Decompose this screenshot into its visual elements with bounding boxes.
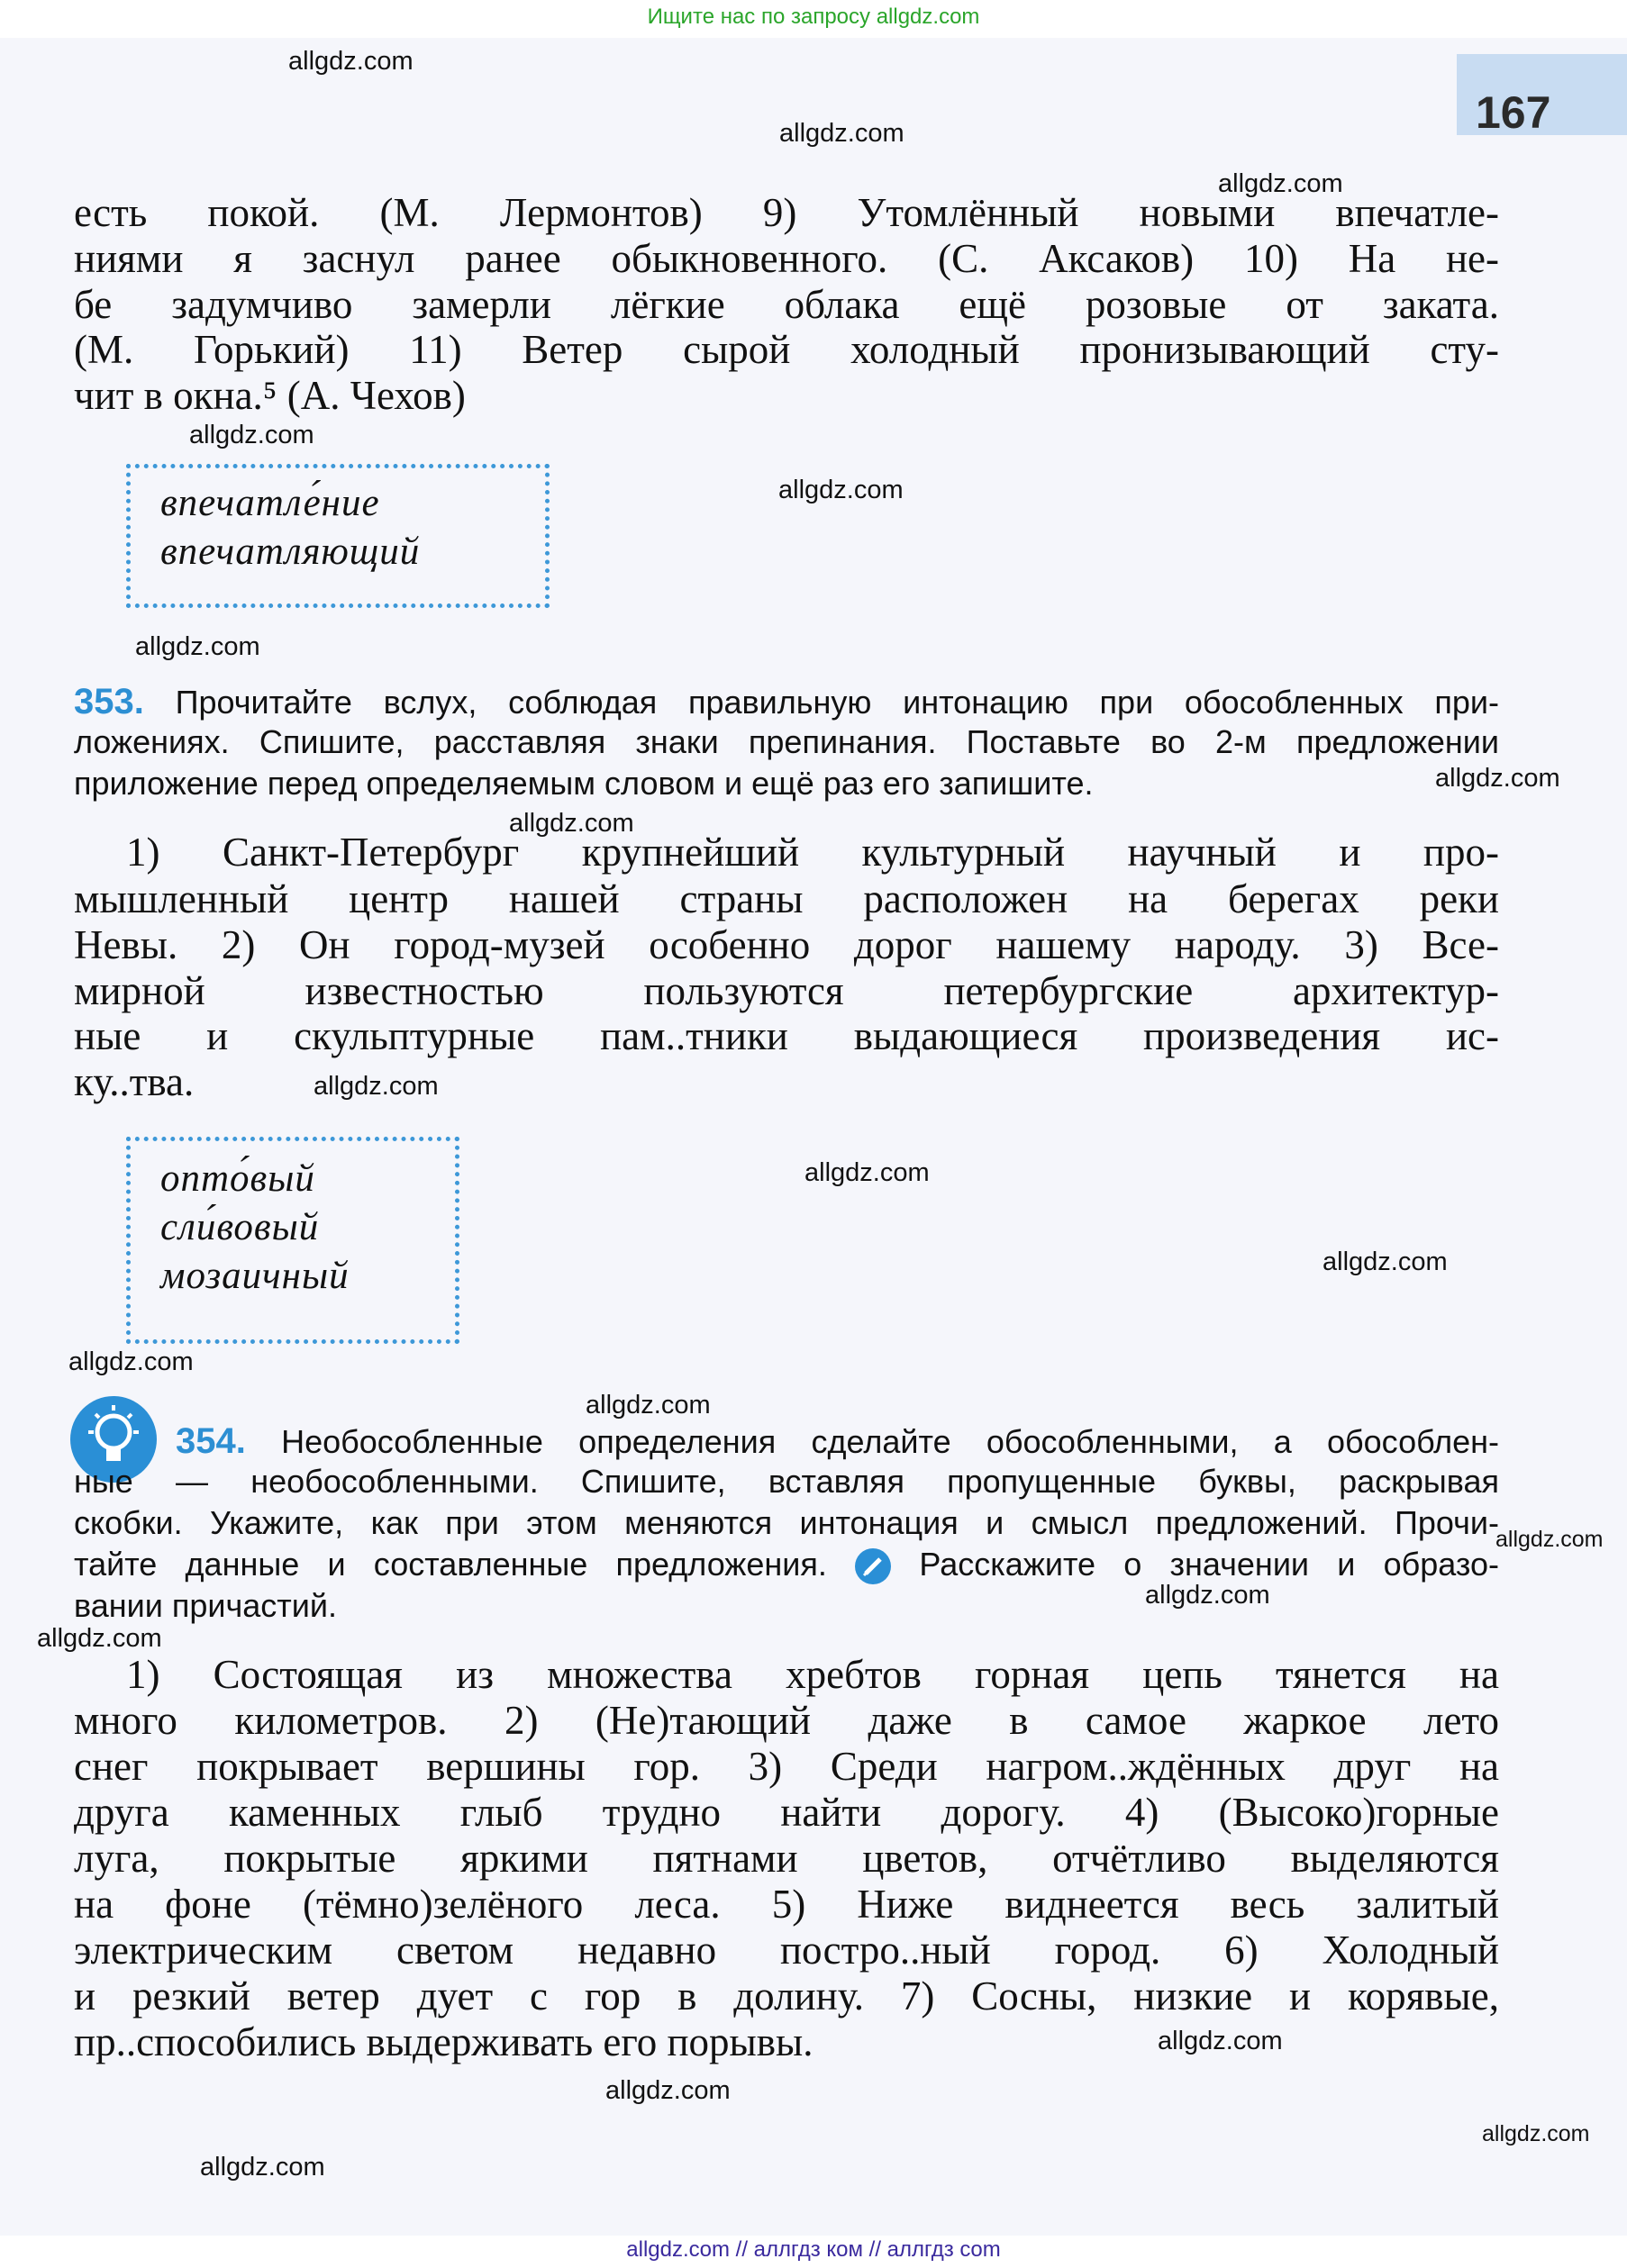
- exercise-354-text-line: много километров. 2) (Не)тающий даже в самое жаркое лето: [74, 1698, 1499, 1743]
- exercise-354-text-line: электрическим светом недавно постро..ный город. 6) Холодный: [74, 1928, 1499, 1973]
- watermark: allgdz.com: [1158, 2027, 1283, 2055]
- watermark: allgdz.com: [605, 2076, 731, 2105]
- exercise-353-task-line: 353. Прочитайте вслух, соблюдая правильную интонацию при обособленных при-: [74, 682, 1499, 721]
- exercise-354-text-line: и резкий ветер дует с гор в долину. 7) Сосны, низкие и корявые,: [74, 1973, 1499, 2019]
- exercise-354-task-line: вании причастий.: [74, 1587, 337, 1624]
- exercise-354-task-line: 354. Необособленные определения сделайте обособленными, а обособлен-: [176, 1421, 1499, 1461]
- exercise-353-task-line: ложениях. Спишите, расставляя знаки препинания. Поставьте во 2-м предложении: [74, 723, 1499, 760]
- exercise-354-task-line: ные — необособленными. Спишите, вставляя пропущенные буквы, раскрывая: [74, 1463, 1499, 1500]
- exercise-353-text-line: 1) Санкт-Петербург крупнейший культурный научный и про-: [126, 830, 1499, 875]
- exercise-354-task-line: тайте данные и составленные предложения. Расскажите о значении и образо-: [74, 1546, 1499, 1584]
- exercise-354-text-line: друга каменных глыб трудно найти дорогу. 4) (Высоко)горные: [74, 1790, 1499, 1835]
- exercise-354-text-line: снег покрывает вершины гор. 3) Среди нагром..ждённых друг на: [74, 1744, 1499, 1789]
- watermark: allgdz.com: [1435, 764, 1560, 793]
- watermark: allgdz.com: [1323, 1247, 1448, 1276]
- watermark: allgdz.com: [1145, 1581, 1270, 1610]
- watermark: allgdz.com: [804, 1158, 930, 1187]
- text-line: бе задумчиво замерли лёгкие облака ещё розовые от заката.: [74, 282, 1499, 327]
- exercise-354-task-line: скобки. Укажите, как при этом меняются интонация и смысл предложений. Прочи-: [74, 1504, 1499, 1541]
- watermark: allgdz.com: [1482, 2121, 1590, 2146]
- vocabulary-word: опто́вый: [160, 1157, 315, 1200]
- exercise-354-text-line: луга, покрытые яркими пятнами цветов, отчётливо выделяются: [74, 1836, 1499, 1881]
- vocabulary-word: мозаичный: [160, 1255, 350, 1297]
- exercise-353-number: 353.: [74, 682, 144, 721]
- watermark: allgdz.com: [135, 632, 260, 661]
- exercise-354-text-line: 1) Состоящая из множества хребтов горная цепь тянется на: [126, 1652, 1499, 1697]
- watermark: allgdz.com: [586, 1391, 711, 1420]
- watermark: allgdz.com: [288, 47, 414, 76]
- watermark: allgdz.com: [778, 476, 904, 504]
- exercise-353-text-line: ные и скульптурные пам..тники выдающиеся произведения ис-: [74, 1013, 1499, 1058]
- watermark: allgdz.com: [68, 1347, 194, 1376]
- pen-icon: [855, 1548, 891, 1584]
- vocabulary-word: впечатле́ние: [160, 482, 380, 524]
- exercise-353-text-line: Невы. 2) Он город-музей особенно дорог нашему народу. 3) Все-: [74, 922, 1499, 967]
- watermark: allgdz.com: [509, 809, 634, 838]
- top-banner[interactable]: Ищите нас по запросу allgdz.com: [647, 5, 980, 29]
- exercise-353-task-line: приложение перед определяемым словом и ещё раз его запишите.: [74, 765, 1094, 802]
- vocabulary-word: впечатляющий: [160, 531, 421, 573]
- exercise-353-text-line: мышленный центр нашей страны расположен на берегах реки: [74, 876, 1499, 921]
- watermark: allgdz.com: [189, 421, 314, 449]
- text-line: ниями я заснул ранее обыкновенного. (С. Аксаков) 10) На не-: [74, 236, 1499, 281]
- exercise-353-text-line: мирной известностью пользуются петербургские архитектур-: [74, 968, 1499, 1013]
- watermark: allgdz.com: [37, 1624, 162, 1653]
- exercise-354-number: 354.: [176, 1421, 246, 1461]
- text-line: (М. Горький) 11) Ветер сырой холодный пронизывающий сту-: [74, 327, 1499, 372]
- watermark: allgdz.com: [1495, 1527, 1604, 1552]
- exercise-353-text-line: ку..тва.: [74, 1059, 195, 1104]
- watermark: allgdz.com: [200, 2153, 325, 2182]
- text-line: есть покой. (М. Лермонтов) 9) Утомлённый новыми впечатле-: [74, 190, 1499, 235]
- watermark: allgdz.com: [1218, 169, 1343, 198]
- bottom-banner[interactable]: allgdz.com // аллгдз ком // аллгдз com: [626, 2237, 1001, 2262]
- exercise-354-text-line: пр..способились выдерживать его порывы.: [74, 2019, 814, 2064]
- exercise-354-text-line: на фоне (тёмно)зелёного леса. 5) Ниже виднеется весь залитый: [74, 1882, 1499, 1927]
- vocabulary-word: сли́вовый: [160, 1206, 320, 1248]
- page-number: 167: [1476, 87, 1551, 138]
- text-line: чит в окна.⁵ (А. Чехов): [74, 373, 466, 418]
- watermark: allgdz.com: [314, 1072, 439, 1101]
- watermark: allgdz.com: [779, 119, 904, 148]
